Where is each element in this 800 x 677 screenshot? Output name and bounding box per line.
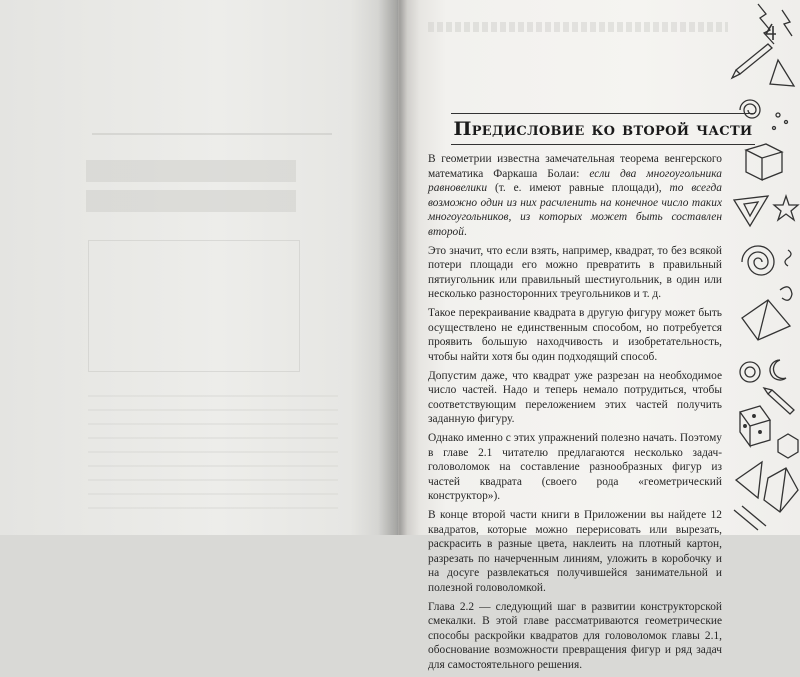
- paragraph-3: Такое перекраивание квадрата в другую фигуру может быть осуществлено не единственным способом, но потребуется проявить большую находчивость и изобретательность, чтобы найти хотя бы один подходящий способ.: [428, 307, 722, 363]
- margin-doodles: [728, 0, 800, 535]
- show-through-title: [92, 115, 332, 135]
- book-gutter: [378, 0, 420, 535]
- paragraph-6: В конце второй части книги в Приложении вы найдете 12 квадратов, которые можно перерисовать или вырезать, раскрасить в разные цвета, наклеить на плотный картон, разрезать по начерченным линиям, уложить в коробочку и на досуге развлекаться получившейся занимательной и полезной головоломкой.: [428, 509, 722, 594]
- show-through-heading: [86, 160, 296, 216]
- section-title: Предисловие ко второй части: [453, 118, 753, 140]
- doodle-illustration: [728, 0, 800, 535]
- paragraph-7: Глава 2.2 — следующий шаг в развитии конструкторской смекалки. В этой главе рассматриваются геометрические способы раскройки квадратов для головоломок главы 2.1, обоснование возможности превращения фигур и ряд задач для самостоятельного решения.: [428, 600, 722, 671]
- paragraph-1-em1: если два многоугольника равновелики: [428, 167, 722, 194]
- show-through-text: [88, 395, 338, 515]
- paragraph-1-post: .: [463, 225, 467, 238]
- paragraph-1-mid: (т. е. имеют равные площади),: [487, 182, 670, 194]
- show-through-running-head: [428, 22, 728, 32]
- show-through-figure: [88, 240, 300, 372]
- body-text: [428, 152, 722, 677]
- paragraph-1: [428, 152, 722, 239]
- paragraph-1-pre: В геометрии известна замечательная теорема венгерского математика Фаркаша Болаи:: [428, 153, 722, 180]
- paragraph-5: Однако именно с этих упражнений полезно начать. Поэтому в главе 2.1 читателю предлагаются несколько задач-головоломок на составление разнообразных фигур из частей квадрата (своего рода «геометрический конструктор»).: [428, 432, 722, 502]
- left-page: [0, 0, 398, 535]
- paragraph-1-em2: то всегда возможно один из них расчленить на конечное число таких многоугольников, из которых может быть составлен второй: [428, 182, 722, 238]
- paragraph-4: Допустим даже, что квадрат уже разрезан на необходимое число частей. Надо и теперь немало потрудиться, чтобы соответствующим переложением этих частей получить заданную фигуру.: [428, 369, 722, 425]
- paragraph-2: Это значит, что если взять, например, квадрат, то без всякой потери площади его можно превратить в правильный пятиугольник или правильный шестиугольник, в один или несколько разносторонних треугольников и т. д.: [428, 244, 722, 300]
- section-title-bar: [451, 113, 755, 145]
